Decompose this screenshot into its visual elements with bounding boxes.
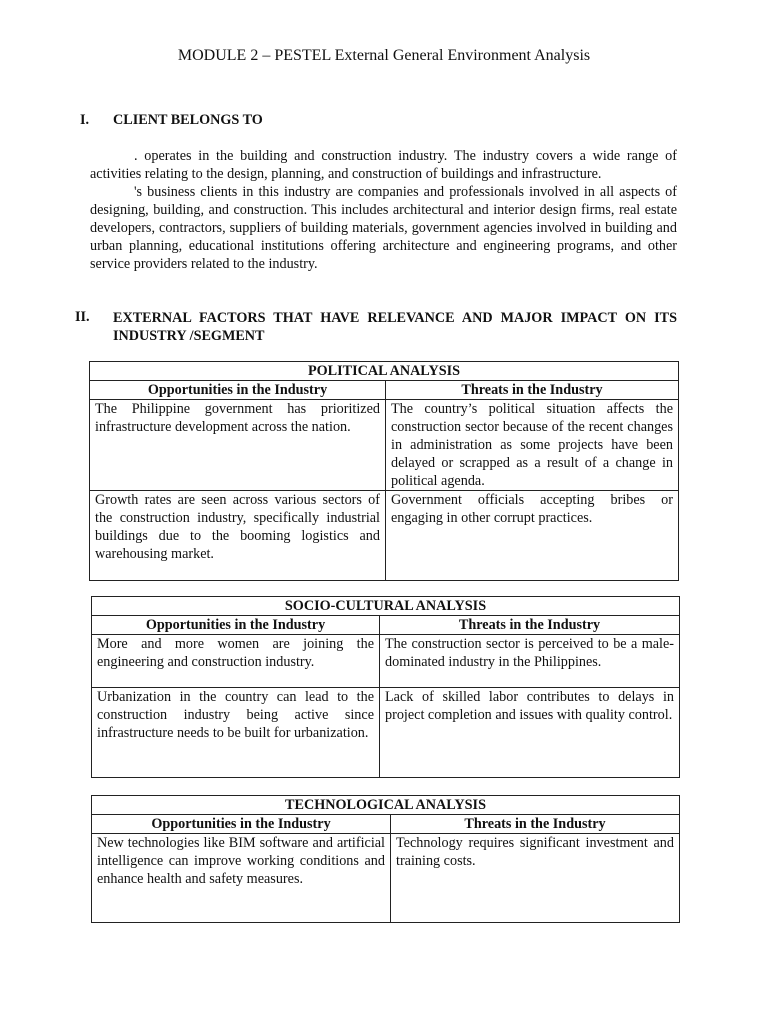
socio-cultural-table-title: SOCIO-CULTURAL ANALYSIS xyxy=(92,597,680,616)
political-threat-1: The country’s political situation affects the construction sector because of the recent changes in administration as some projects have been delayed or scrapped as a result of a change in political agenda. xyxy=(386,400,679,491)
client-paragraph-2: 's business clients in this industry are companies and professionals involved in all aspects of designing, building, and construction. This includes architectural and interior design firms, real estate developers, contractors, suppliers of building materials, government agencies involved in building and urban planning, educational institutions offering architecture and engineering programs, and other service providers related to the industry. xyxy=(90,184,677,272)
socio-cultural-analysis-table xyxy=(91,596,680,778)
table-row xyxy=(92,688,680,778)
table-row xyxy=(90,400,679,491)
technological-opportunities-header: Opportunities in the Industry xyxy=(92,815,391,834)
table-row xyxy=(90,491,679,581)
political-threats-header: Threats in the Industry xyxy=(386,381,679,400)
socio-cultural-opportunities-header: Opportunities in the Industry xyxy=(92,616,380,635)
table-row xyxy=(92,635,680,688)
political-table-title: POLITICAL ANALYSIS xyxy=(90,362,679,381)
table-row xyxy=(92,834,680,923)
section-1-number: I. xyxy=(80,112,90,128)
socio-cultural-opportunity-1: More and more women are joining the engineering and construction industry. xyxy=(92,635,380,688)
technological-threat-1: Technology requires significant investment and training costs. xyxy=(391,834,680,923)
client-description xyxy=(90,147,677,273)
socio-cultural-threats-header: Threats in the Industry xyxy=(380,616,680,635)
technological-threats-header: Threats in the Industry xyxy=(391,815,680,834)
political-threat-2: Government officials accepting bribes or engaging in other corrupt practices. xyxy=(386,491,679,581)
section-1-title: CLIENT BELONGS TO xyxy=(113,112,263,128)
client-paragraph-1: . operates in the building and construction industry. The industry covers a wide range of activities relating to the design, planning, and construction of buildings and infrastructure. xyxy=(90,148,677,182)
political-opportunities-header: Opportunities in the Industry xyxy=(90,381,386,400)
political-analysis-table xyxy=(89,361,679,581)
political-opportunity-1: The Philippine government has prioritized infrastructure development across the nation. xyxy=(90,400,386,491)
socio-cultural-threat-1: The construction sector is perceived to be a male-dominated industry in the Philippines. xyxy=(380,635,680,688)
technological-table-title: TECHNOLOGICAL ANALYSIS xyxy=(92,796,680,815)
technological-analysis-table xyxy=(91,795,680,923)
section-2-title: EXTERNAL FACTORS THAT HAVE RELEVANCE AND MAJOR IMPACT ON ITS INDUSTRY /SEGMENT xyxy=(113,310,677,344)
socio-cultural-threat-2: Lack of skilled labor contributes to delays in project completion and issues with quality control. xyxy=(380,688,680,778)
technological-opportunity-1: New technologies like BIM software and artificial intelligence can improve working conditions and enhance health and safety measures. xyxy=(92,834,391,923)
section-2-number: II. xyxy=(75,309,90,325)
political-opportunity-2: Growth rates are seen across various sectors of the construction industry, specifically industrial buildings due to the booming logistics and warehousing market. xyxy=(90,491,386,581)
socio-cultural-opportunity-2: Urbanization in the country can lead to the construction industry being active since infrastructure needs to be built for urbanization. xyxy=(92,688,380,778)
document-title: MODULE 2 – PESTEL External General Environment Analysis xyxy=(177,47,591,64)
